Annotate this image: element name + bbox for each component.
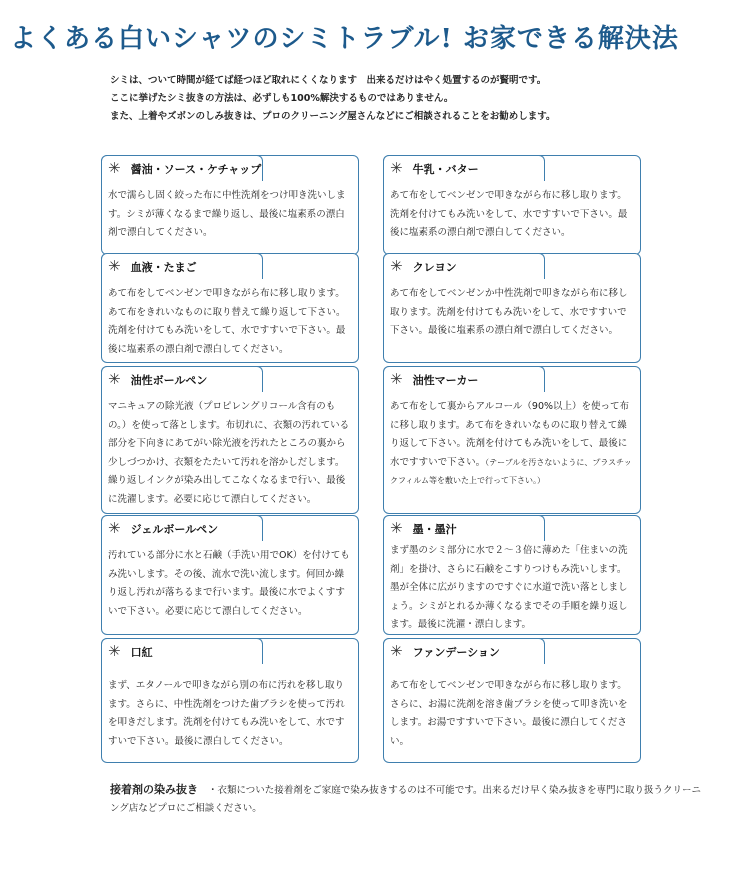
adhesive-note-title: 接着剤の染み抜き	[110, 783, 198, 796]
stain-card-ink	[383, 515, 641, 635]
card-tab	[383, 253, 545, 279]
asterisk-icon: ✳	[108, 370, 121, 388]
intro-line: シミは、ついて時間が経てば経つほど取れにくくなります 出来るだけはやく処置するのが賢明です。	[110, 75, 547, 86]
intro-line: また、上着やズボンのしみ抜きは、プロのクリーニング屋さんなどにご相談されることをお勧めします。	[110, 111, 556, 122]
card-tab	[101, 638, 263, 664]
card-heading: 醤油・ソース・ケチャップ	[130, 162, 262, 176]
stain-card-soy-sauce	[101, 155, 359, 255]
card-tab	[383, 515, 545, 541]
card-tab	[101, 253, 263, 279]
stain-card-gel-ballpen	[101, 515, 359, 635]
card-body: あて布をしてベンゼンか中性洗剤で叩きながら布に移し取ります。洗剤を付けてもみ洗いをして、水ですすいで下さい。最後に塩素系の漂白剤で漂白してください。	[390, 288, 628, 336]
card-body: まず、エタノールで叩きながら別の布に汚れを移し取ります。さらに、中性洗剤をつけた歯ブラシを使って汚れを叩きだします。洗剤を付けてもみ洗いをして、水ですすいで下さい。最後に漂白してください。	[108, 680, 345, 747]
card-tab	[101, 366, 263, 392]
card-heading: 血液・たまご	[130, 260, 197, 274]
card-heading: ファンデーション	[412, 645, 500, 659]
card-heading: 油性マーカー	[412, 373, 479, 387]
card-body	[390, 398, 634, 491]
intro-text	[110, 72, 730, 126]
card-body: まず墨のシミ部分に水で２〜３倍に薄めた「住まいの洗剤」を掛け、さらに石鹸をこすりつけもみ洗いします。墨が全体に広がりますのですぐに水道で洗い落としましょう。シミがとれるか薄くなるまでその手順を繰り返します。最後に洗濯・漂白します。	[390, 545, 628, 630]
stain-card-oil-marker	[383, 366, 641, 514]
asterisk-icon: ✳	[390, 642, 403, 660]
stain-card-lipstick	[101, 638, 359, 763]
asterisk-icon: ✳	[108, 257, 121, 275]
asterisk-icon: ✳	[108, 519, 121, 537]
adhesive-note	[110, 781, 710, 818]
card-body: 水で濡らし固く絞った布に中性洗剤をつけ叩き洗いします。シミが薄くなるまで繰り返し、最後に塩素系の漂白剤で漂白してください。	[108, 190, 346, 238]
card-heading: ジェルボールペン	[130, 522, 219, 536]
card-tab	[101, 515, 263, 541]
card-body: あて布をしてベンゼンで叩きながら布に移し取ります。あて布をきれいなものに取り替えて繰り返して下さい。洗剤を付けてもみ洗いをして、水ですすいで下さい。最後に塩素系の漂白剤で漂白してください。	[108, 288, 346, 355]
card-body: マニキュアの除光液（プロピレングリコール含有のもの。）を使って落とします。布切れに、衣類の汚れている部分を下向きにあてがい除光液を汚れたところの裏から少しづつかけ、衣類をたたいて汚れを溶かしだします。繰り返しインクが染み出してこなくなるまで行い、最後に洗濯します。必要に応じて漂白してください。	[108, 401, 350, 505]
card-tab	[101, 155, 263, 181]
stain-card-milk-butter	[383, 155, 641, 255]
card-heading: クレヨン	[412, 260, 457, 274]
asterisk-icon: ✳	[390, 257, 403, 275]
card-body: 汚れている部分に水と石鹸（手洗い用でOK）を付けてもみ洗いします。その後、流水で洗い流します。何回か繰り返し汚れが落ちるまで行います。最後に水でよくすすいで下さい。必要に応じて漂白してください。	[108, 550, 350, 617]
asterisk-icon: ✳	[108, 642, 121, 660]
card-note: （テーブルを汚さないように、プラスチックフィルム等を敷いた上で行って下さい。）	[390, 457, 632, 485]
asterisk-icon: ✳	[108, 159, 121, 177]
card-tab	[383, 366, 545, 392]
stain-card-oil-ballpen	[101, 366, 359, 514]
card-body-text: あて布をして裏からアルコール（90%以上）を使って布に移し取ります。あて布をきれいなものに取り替えて繰り返して下さい。洗剤を付けてもみ洗いをして、最後に水ですすいで下さい。	[390, 401, 630, 468]
asterisk-icon: ✳	[390, 159, 403, 177]
card-heading: 口紅	[130, 645, 153, 659]
asterisk-icon: ✳	[390, 519, 403, 537]
card-heading: 墨・墨汁	[412, 522, 457, 536]
card-tab	[383, 638, 545, 664]
asterisk-icon: ✳	[390, 370, 403, 388]
adhesive-note-text: ・衣類についた接着剤をご家庭で染み抜きするのは不可能です。出来るだけ早く染み抜きを専門に取り扱うクリーニング店などプロにご相談ください。	[110, 785, 702, 814]
card-tab	[383, 155, 545, 181]
card-body: あて布をしてベンゼンで叩きながら布に移し取ります。さらに、お湯に洗剤を溶き歯ブラシを使って叩き洗いをします。お湯ですすいで下さい。最後に漂白してください。	[390, 680, 628, 747]
stain-card-foundation	[383, 638, 641, 763]
card-body: あて布をしてベンゼンで叩きながら布に移し取ります。洗剤を付けてもみ洗いをして、水ですすいで下さい。最後に塩素系の漂白剤で漂白してください。	[390, 190, 628, 238]
card-heading: 牛乳・バター	[412, 162, 479, 176]
intro-line: ここに挙げたシミ抜きの方法は、必ずしも100%解決するものではありません。	[110, 93, 454, 104]
stain-card-crayon	[383, 253, 641, 363]
card-heading: 油性ボールペン	[130, 373, 208, 387]
page-title: よくある白いシャツのシミトラブル! お家できる解決法	[10, 24, 679, 54]
stain-card-blood-egg	[101, 253, 359, 363]
